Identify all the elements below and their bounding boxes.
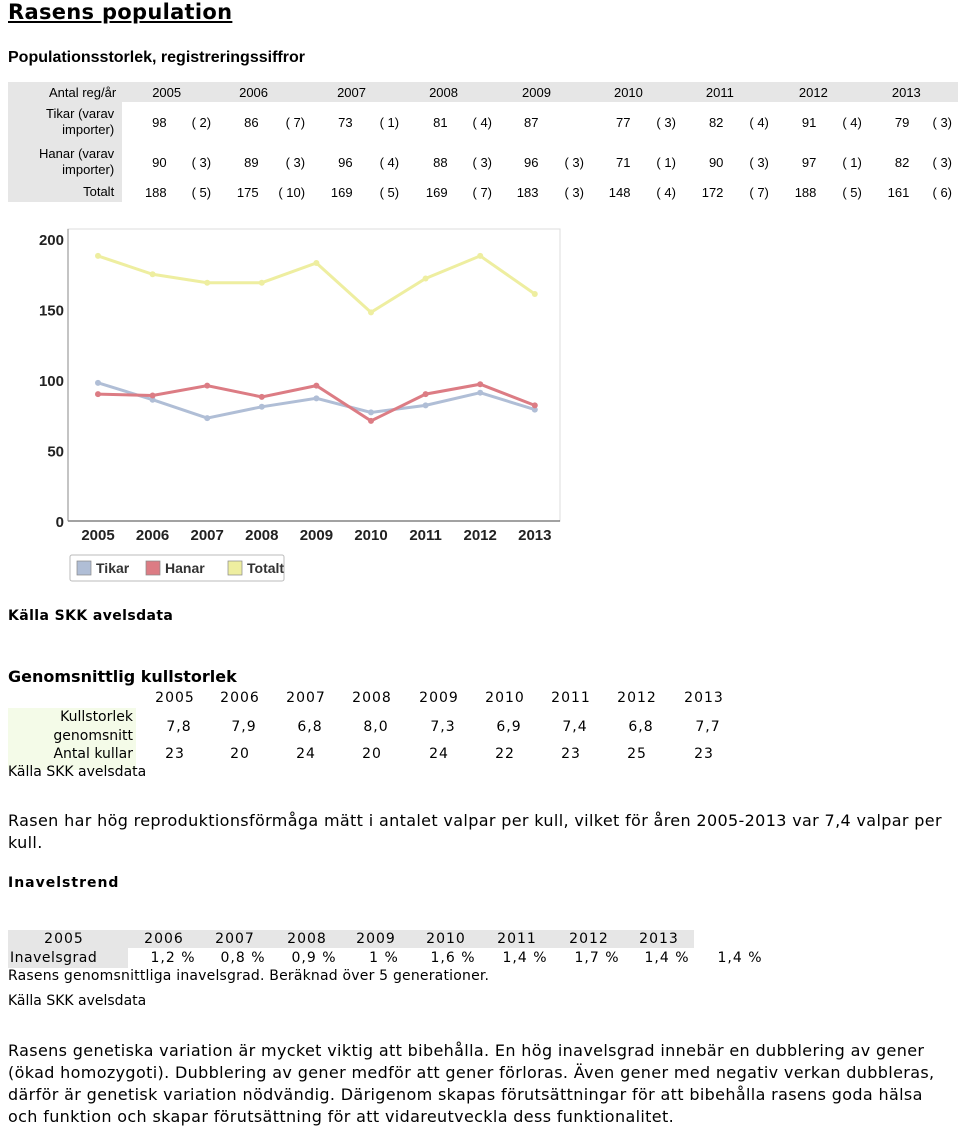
- table-cell: ( 4): [472, 114, 493, 130]
- table-cell: ( 1): [842, 154, 862, 170]
- litter-count-cell: 24: [296, 746, 316, 762]
- inbreeding-year-header: 2011: [497, 931, 537, 947]
- legend-label: Hanar: [165, 560, 205, 576]
- inbreeding-source: Källa SKK avelsdata: [8, 993, 147, 1009]
- inbreeding-year-header: 2005: [44, 931, 84, 947]
- data-point-tikar: [477, 390, 483, 396]
- data-point-tikar: [259, 404, 265, 410]
- table-cell: 161: [887, 184, 910, 200]
- table-cell: ( 6): [932, 184, 952, 200]
- population-row-totalt: [8, 182, 958, 202]
- year-header: 2006: [211, 82, 305, 102]
- litter-size-cell: 8,0: [363, 719, 389, 735]
- legend-swatch-tikar: [77, 561, 91, 575]
- chart-source: Källa SKK avelsdata: [8, 608, 174, 624]
- table-cell: ( 4): [656, 184, 676, 200]
- table-cell: 172: [701, 184, 724, 200]
- table-cell: ( 5): [842, 184, 862, 200]
- year-header: 2009: [492, 82, 584, 102]
- litter-count-cell: 24: [429, 746, 449, 762]
- table-cell: 183: [516, 184, 539, 200]
- table-cell: ( 4): [379, 154, 400, 170]
- data-point-totalt: [150, 271, 156, 277]
- litter-size-cell: 7,8: [166, 719, 192, 735]
- y-tick-label: 100: [38, 373, 64, 390]
- data-point-hanar: [532, 402, 538, 408]
- table-cell: 73: [338, 114, 353, 130]
- inbreeding-value-cell: 1,4 %: [717, 950, 763, 966]
- population-table: [8, 82, 958, 202]
- table-cell: ( 4): [749, 114, 769, 130]
- header-label: Antal reg/år: [8, 82, 122, 102]
- year-header: 2007: [305, 82, 399, 102]
- data-point-tikar: [204, 415, 210, 421]
- inbreeding-year-header: 2013: [639, 931, 679, 947]
- table-cell: ( 1): [379, 114, 400, 130]
- table-cell: ( 3): [932, 114, 952, 130]
- table-cell: 90: [708, 154, 724, 170]
- x-tick-label: 2008: [245, 527, 279, 544]
- table-cell: 82: [708, 114, 724, 130]
- litter-year-header: 2010: [485, 690, 525, 706]
- inbreeding-year-header: 2010: [426, 931, 466, 947]
- population-heading: Populationsstorlek, registreringssiffror: [8, 49, 305, 66]
- x-tick-label: 2006: [135, 527, 170, 544]
- legend-swatch-hanar: [146, 561, 160, 575]
- row-label: Hanar (varav importer): [8, 142, 122, 182]
- data-point-totalt: [259, 280, 265, 286]
- litter-year-header: 2006: [220, 690, 260, 706]
- table-cell: ( 1): [656, 154, 676, 170]
- data-point-hanar: [95, 391, 101, 397]
- data-point-tikar: [368, 409, 374, 415]
- table-cell: 79: [894, 114, 910, 130]
- table-cell: 88: [433, 154, 448, 170]
- year-header: 2008: [399, 82, 492, 102]
- inbreeding-value-cell: 1 %: [369, 950, 399, 966]
- litter-size-cell: 6,9: [496, 719, 522, 735]
- year-header: 2012: [769, 82, 862, 102]
- litter-row1-label: Kullstorlek genomsnitt: [53, 709, 133, 744]
- legend-label: Totalt: [247, 560, 285, 576]
- litter-year-header: 2007: [286, 690, 326, 706]
- litter-year-header: 2009: [419, 690, 459, 706]
- inbreeding-year-header: 2012: [569, 931, 609, 947]
- table-cell: ( 3): [749, 154, 769, 170]
- table-cell: 96: [338, 154, 353, 170]
- table-cell: 77: [615, 114, 631, 130]
- table-cell: 148: [608, 184, 631, 200]
- inbreeding-heading: Inavelstrend: [8, 875, 120, 891]
- table-cell: 71: [615, 154, 631, 170]
- inbreeding-value-cell: 1,4 %: [502, 950, 548, 966]
- x-tick-label: 2005: [81, 527, 115, 544]
- inbreeding-value-cell: 0,9 %: [291, 950, 337, 966]
- population-row-tikar: [8, 102, 958, 142]
- table-cell: ( 3): [656, 114, 676, 130]
- table-cell: ( 4): [842, 114, 862, 130]
- year-header: 2013: [862, 82, 958, 102]
- table-cell: 87: [524, 114, 539, 130]
- year-header: 2010: [584, 82, 676, 102]
- data-point-hanar: [313, 383, 319, 389]
- table-cell: 169: [425, 184, 448, 200]
- y-tick-label: 50: [47, 443, 64, 461]
- litter-source: Källa SKK avelsdata: [8, 764, 147, 780]
- data-point-totalt: [204, 280, 210, 286]
- table-cell: 86: [244, 114, 259, 130]
- litter-count-cell: 22: [495, 746, 515, 762]
- table-cell: 91: [801, 114, 817, 130]
- data-point-totalt: [368, 309, 374, 315]
- x-tick-label: 2011: [409, 527, 442, 544]
- data-point-hanar: [150, 393, 156, 399]
- table-cell: 97: [801, 154, 817, 170]
- inbreeding-value-cell: 1,6 %: [430, 950, 476, 966]
- y-tick-label: 150: [38, 302, 64, 320]
- litter-count-cell: 20: [362, 746, 382, 762]
- table-cell: 175: [236, 184, 259, 200]
- table-cell: ( 5): [379, 184, 400, 200]
- inbreeding-note: Rasens genomsnittliga inavelsgrad. Beräknad över 5 generationer.: [8, 968, 490, 984]
- x-tick-label: 2012: [463, 527, 497, 544]
- table-cell: 169: [330, 184, 353, 200]
- litter-year-header: 2013: [684, 690, 724, 706]
- table-cell: 90: [152, 154, 167, 170]
- data-point-tikar: [313, 395, 319, 401]
- table-cell: ( 7): [472, 184, 493, 200]
- y-tick-label: 200: [38, 232, 64, 249]
- data-point-tikar: [95, 380, 101, 386]
- x-tick-label: 2013: [518, 527, 552, 544]
- litter-size-cell: 6,8: [628, 719, 654, 735]
- table-cell: 81: [433, 114, 448, 130]
- litter-size-cell: 7,4: [562, 719, 588, 735]
- inbreeding-value-cell: 0,8 %: [220, 950, 266, 966]
- legend-swatch-totalt: [228, 561, 242, 575]
- data-point-hanar: [259, 394, 265, 400]
- litter-count-cell: 23: [561, 746, 581, 762]
- row-label: Totalt: [8, 182, 122, 202]
- litter-count-cell: 23: [165, 746, 185, 762]
- table-cell: 89: [244, 154, 259, 170]
- data-point-hanar: [204, 383, 210, 389]
- table-cell: 98: [152, 114, 167, 130]
- data-point-totalt: [313, 260, 319, 266]
- litter-size-cell: 7,7: [695, 719, 721, 735]
- inbreeding-year-header: 2008: [287, 931, 327, 947]
- litter-size-cell: 7,3: [430, 719, 456, 735]
- litter-size-cell: 6,8: [297, 719, 323, 735]
- litter-heading: Genomsnittlig kullstorlek: [8, 667, 237, 686]
- inbreeding-year-header: 2007: [215, 931, 255, 947]
- table-cell: ( 3): [564, 184, 584, 200]
- table-cell: ( 3): [191, 154, 212, 170]
- table-cell: 96: [524, 154, 539, 170]
- inbreeding-year-header: 2006: [144, 931, 184, 947]
- table-cell: 188: [144, 184, 167, 200]
- population-row-hanar: [8, 142, 958, 182]
- litter-size-cell: 7,9: [231, 719, 257, 735]
- data-point-totalt: [95, 253, 101, 259]
- table-cell: ( 3): [564, 154, 584, 170]
- inbreeding-row-label: Inavelsgrad: [10, 950, 98, 966]
- litter-year-header: 2011: [551, 690, 591, 706]
- litter-count-cell: 25: [627, 746, 647, 762]
- table-cell: ( 3): [285, 154, 306, 170]
- inbreeding-year-header: 2009: [356, 931, 396, 947]
- plot-area: [68, 229, 560, 521]
- row-label: Tikar (varav importer): [8, 102, 122, 142]
- table-cell: ( 10): [278, 184, 306, 200]
- litter-count-cell: 20: [230, 746, 250, 762]
- y-tick-label: 0: [55, 514, 64, 531]
- data-point-totalt: [532, 291, 538, 297]
- data-point-totalt: [423, 275, 429, 281]
- population-line-chart: [30, 225, 590, 585]
- data-point-hanar: [423, 391, 429, 397]
- table-cell: ( 7): [749, 184, 769, 200]
- data-point-hanar: [368, 418, 374, 424]
- table-cell: ( 3): [932, 154, 952, 170]
- table-cell: ( 3): [472, 154, 493, 170]
- litter-count-cell: 23: [694, 746, 714, 762]
- table-cell: 82: [894, 154, 910, 170]
- litter-year-header: 2012: [617, 690, 657, 706]
- table-cell: 188: [794, 184, 817, 200]
- table-cell: [539, 102, 584, 142]
- page-title: Rasens population: [8, 0, 233, 24]
- litter-year-header: 2005: [155, 690, 195, 706]
- year-header: 2011: [676, 82, 769, 102]
- litter-year-header: 2008: [352, 690, 392, 706]
- x-tick-label: 2009: [299, 527, 334, 544]
- reproduction-paragraph: Rasen har hög reproduktionsförmåga mätt i antalet valpar per kull, vilket för åren 2005-2013 var 7,4 valpar per kull.: [8, 811, 942, 852]
- year-header: 2005: [122, 82, 211, 102]
- table-cell: ( 7): [285, 114, 306, 130]
- litter-row2-label: Antal kullar: [53, 746, 133, 762]
- data-point-tikar: [423, 402, 429, 408]
- x-tick-label: 2010: [354, 527, 388, 544]
- data-point-hanar: [477, 381, 483, 387]
- legend-label: Tikar: [96, 560, 130, 576]
- population-header-row: [8, 82, 958, 102]
- inbreeding-value-cell: 1,4 %: [644, 950, 690, 966]
- genetics-paragraph: Rasens genetiska variation är mycket viktig att bibehålla. En hög inavelsgrad innebär en dubblering av gener (ökad homozygoti). Dubblering av gener medför att gener förloras. Även gener med negativ verkan dubbleras, därför är genetisk variation nödvändig. Därigenom skapas förutsättningar för att bibehålla rasens goda hälsa och funktion och skapar förutsättning för att vidareutveckla dess funktionalitet.: [8, 1041, 935, 1126]
- table-cell: ( 5): [191, 184, 212, 200]
- x-tick-label: 2007: [190, 527, 224, 544]
- inbreeding-value-cell: 1,7 %: [574, 950, 620, 966]
- table-cell: ( 2): [191, 114, 212, 130]
- inbreeding-value-cell: 1,2 %: [150, 950, 196, 966]
- data-point-totalt: [477, 253, 483, 259]
